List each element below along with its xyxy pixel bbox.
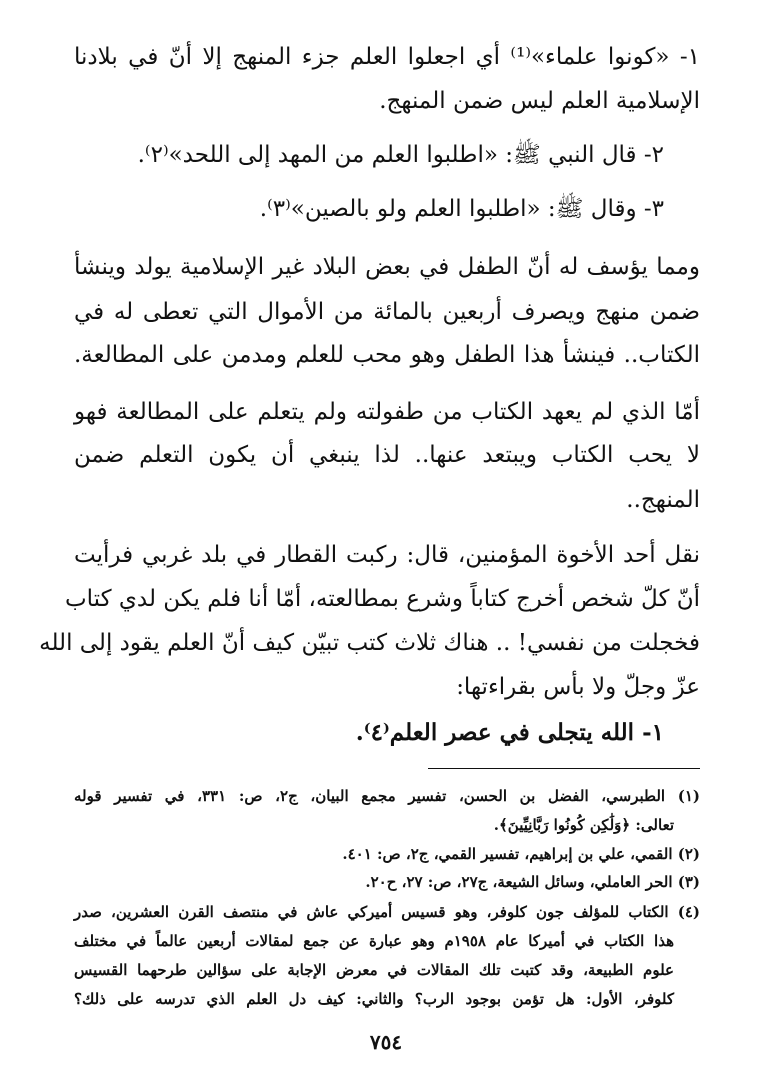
body-line: عزّ وجلّ ولا بأس بقراءتها:: [456, 674, 700, 700]
footnote-line: (٣) الحر العاملي، وسائل الشيعة، ج٢٧، ص: ٢٧، ح٢٠.: [365, 873, 700, 891]
footnote-line: هذا الكتاب في أميركا عام ١٩٥٨م وهو عبارة عن جمع لمقالات أربعين عالماً في مختلف: [74, 932, 674, 950]
body-line: الكتاب.. فينشأ هذا الطفل وهو محب للعلم ومدمن على المطالعة.: [74, 342, 700, 368]
footnote-line: تعالى: ﴿وَلَٰكِن كُونُوا رَبَّانِيِّينَ﴾.: [493, 816, 674, 834]
body-line: نقل أحد الأخوة المؤمنين، قال: ركبت القطار في بلد غربي فرأيت: [74, 542, 700, 568]
footnote-line: (٤) الكتاب للمؤلف جون كلوفر، وهو قسيس أميركي عاش في منتصف القرن العشرين، صدر: [74, 903, 700, 921]
footnote-line: علوم الطبيعة، وقد كتبت تلك المقالات في معرض الإجابة على سؤالين طرحهما القسيس: [74, 961, 674, 979]
body-line: ٢- قال النبي ﷺ: «اطلبوا العلم من المهد إلى اللحد»⁽٢⁾.: [137, 142, 664, 168]
body-line: ٣- وقال ﷺ: «اطلبوا العلم ولو بالصين»⁽٣⁾.: [259, 196, 664, 222]
footnote-line: (١) الطبرسي، الفضل بن الحسن، تفسير مجمع البيان، ج٢، ص: ٣٣١، في تفسير قوله: [74, 787, 700, 805]
footnote-divider: [428, 768, 700, 769]
footnote-line: (٢) القمي، علي بن إبراهيم، تفسير القمي، ج٢، ص: ٤٠١.: [342, 845, 700, 863]
body-line: المنهج..: [626, 487, 700, 513]
body-line: ضمن منهج ويصرف أربعين بالمائة من الأموال التي تعطى له في: [74, 299, 700, 325]
body-line: لا يحب الكتاب ويبتعد عنها.. لذا ينبغي أن يكون التعلم ضمن: [74, 442, 700, 468]
body-line: أمّا الذي لم يعهد الكتاب من طفولته ولم يتعلم على المطالعة فهو: [74, 399, 700, 425]
body-line: ١- «كونوا علماء»⁽¹⁾ أي اجعلوا العلم جزء المنهج إلا أنّ في بلادنا: [74, 44, 700, 70]
footnote-line: كلوفر، الأول: هل تؤمن بوجود الرب؟ والثاني: كيف دل العلم الذي تدرسه على ذلك؟: [74, 990, 674, 1008]
body-line: ١- الله يتجلى في عصر العلم⁽٤⁾.: [355, 719, 664, 746]
body-line: أنّ كلّ شخص أخرج كتاباً وشرع بمطالعته، أمّا أنا فلم يكن لدي كتاب: [65, 586, 700, 612]
body-line: ومما يؤسف له أنّ الطفل في بعض البلاد غير الإسلامية يولد وينشأ: [74, 254, 700, 280]
page-number: ٧٥٤: [369, 1030, 403, 1054]
body-line: فخجلت من نفسي! .. هناك ثلاث كتب تبيّن كيف أنّ العلم يقود إلى الله: [39, 630, 700, 656]
body-line: الإسلامية العلم ليس ضمن المنهج.: [379, 88, 700, 114]
